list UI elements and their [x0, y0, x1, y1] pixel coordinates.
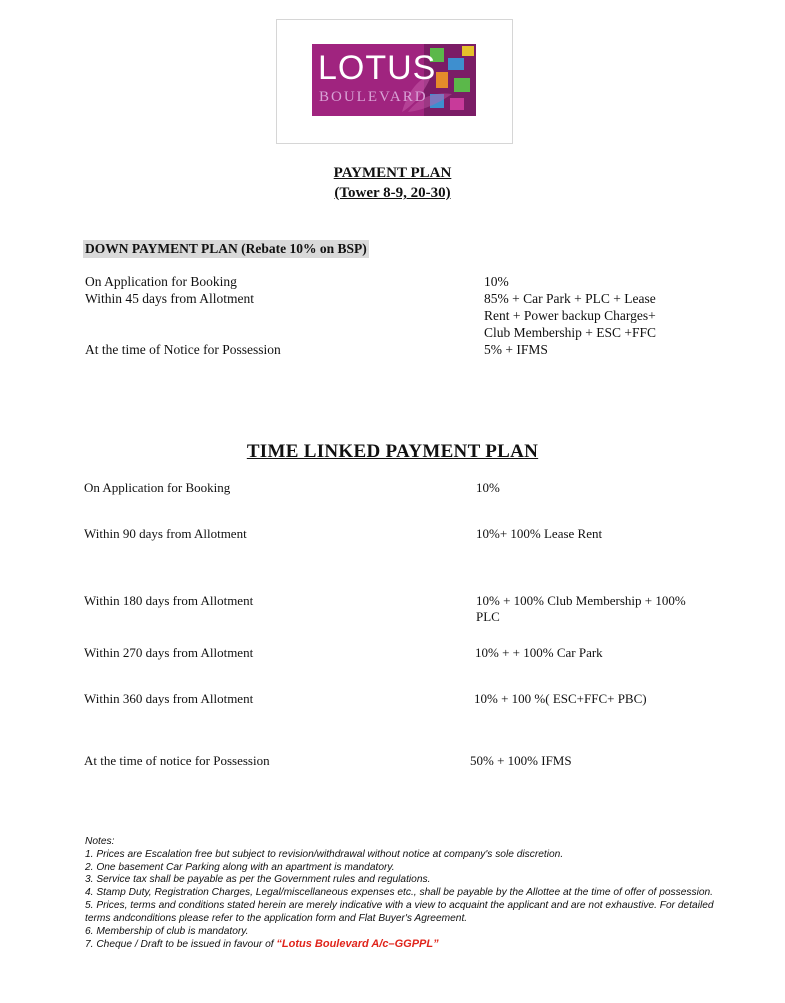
dp-row-value: 85% + Car Park + PLC + Lease [484, 291, 656, 306]
dp-row-value: 10% [484, 274, 509, 289]
note-item: 2. One basement Car Parking along with an apartment is mandatory. [85, 861, 395, 873]
notes-section [85, 836, 725, 952]
note-item-cheque [85, 938, 725, 952]
dp-row-label: At the time of Notice for Possession [85, 342, 281, 357]
note-item: 6. Membership of club is mandatory. [85, 925, 249, 937]
note-item: 1. Prices are Escalation free but subject to revision/withdrawal without notice at company's sole discretion. [85, 848, 564, 860]
dp-row-label: Within 45 days from Allotment [85, 291, 254, 306]
note-item: 4. Stamp Duty, Registration Charges, Legal/miscellaneous expenses etc., shall be payable by the Allottee at the time of offer of possession. [85, 887, 714, 899]
logo-wordmark: LOTUS [318, 49, 437, 87]
note-item: 3. Service tax shall be payable as per the Government rules and regulations. [85, 874, 431, 886]
tl-row-label: Within 90 days from Allotment [84, 526, 247, 541]
time-linked-title: TIME LINKED PAYMENT PLAN [246, 441, 539, 462]
page-title: PAYMENT PLAN [333, 165, 452, 181]
note-cheque-text: 7. Cheque / Draft to be issued in favour of [85, 939, 277, 951]
down-payment-heading: DOWN PAYMENT PLAN (Rebate 10% on BSP) [85, 241, 367, 256]
note-item: 5. Prices, terms and conditions stated herein are merely indicative with a view to acquaint the applicant and are not exhaustive. For detailed terms andconditions please refer to the application form and Flat Buyer's Agreement. [85, 899, 714, 924]
tl-row-label: On Application for Booking [84, 480, 231, 495]
tl-row-label: Within 180 days from Allotment [84, 593, 254, 608]
tl-row-label: Within 270 days from Allotment [84, 645, 254, 660]
dp-row-label: On Application for Booking [85, 274, 237, 289]
tl-row-value: 10% [476, 480, 500, 495]
page-subtitle: (Tower 8-9, 20-30) [334, 185, 451, 201]
tl-row-value: 10%+ 100% Lease Rent [476, 526, 603, 541]
logo-subtitle: BOULEVARD [319, 89, 428, 105]
notes-heading: Notes: [85, 836, 115, 847]
lotus-boulevard-logo [312, 44, 476, 116]
dp-row-value: Club Membership + ESC +FFC [484, 325, 656, 340]
tl-row-value: 10% + + 100% Car Park [475, 645, 603, 660]
dp-row-value: 5% + IFMS [484, 342, 548, 357]
tl-row-label: At the time of notice for Possession [84, 753, 270, 768]
payee-name: “Lotus Boulevard A/c–GGPPL” [276, 938, 439, 951]
dp-row-value: Rent + Power backup Charges+ [484, 308, 656, 323]
tl-row-value: 10% + 100% Club Membership + 100% [476, 593, 686, 608]
tl-row-value: 50% + 100% IFMS [470, 753, 572, 768]
tl-row-value: 10% + 100 %( ESC+FFC+ PBC) [474, 691, 647, 706]
tl-row-label: Within 360 days from Allotment [84, 691, 254, 706]
tl-row-value: PLC [476, 609, 500, 624]
